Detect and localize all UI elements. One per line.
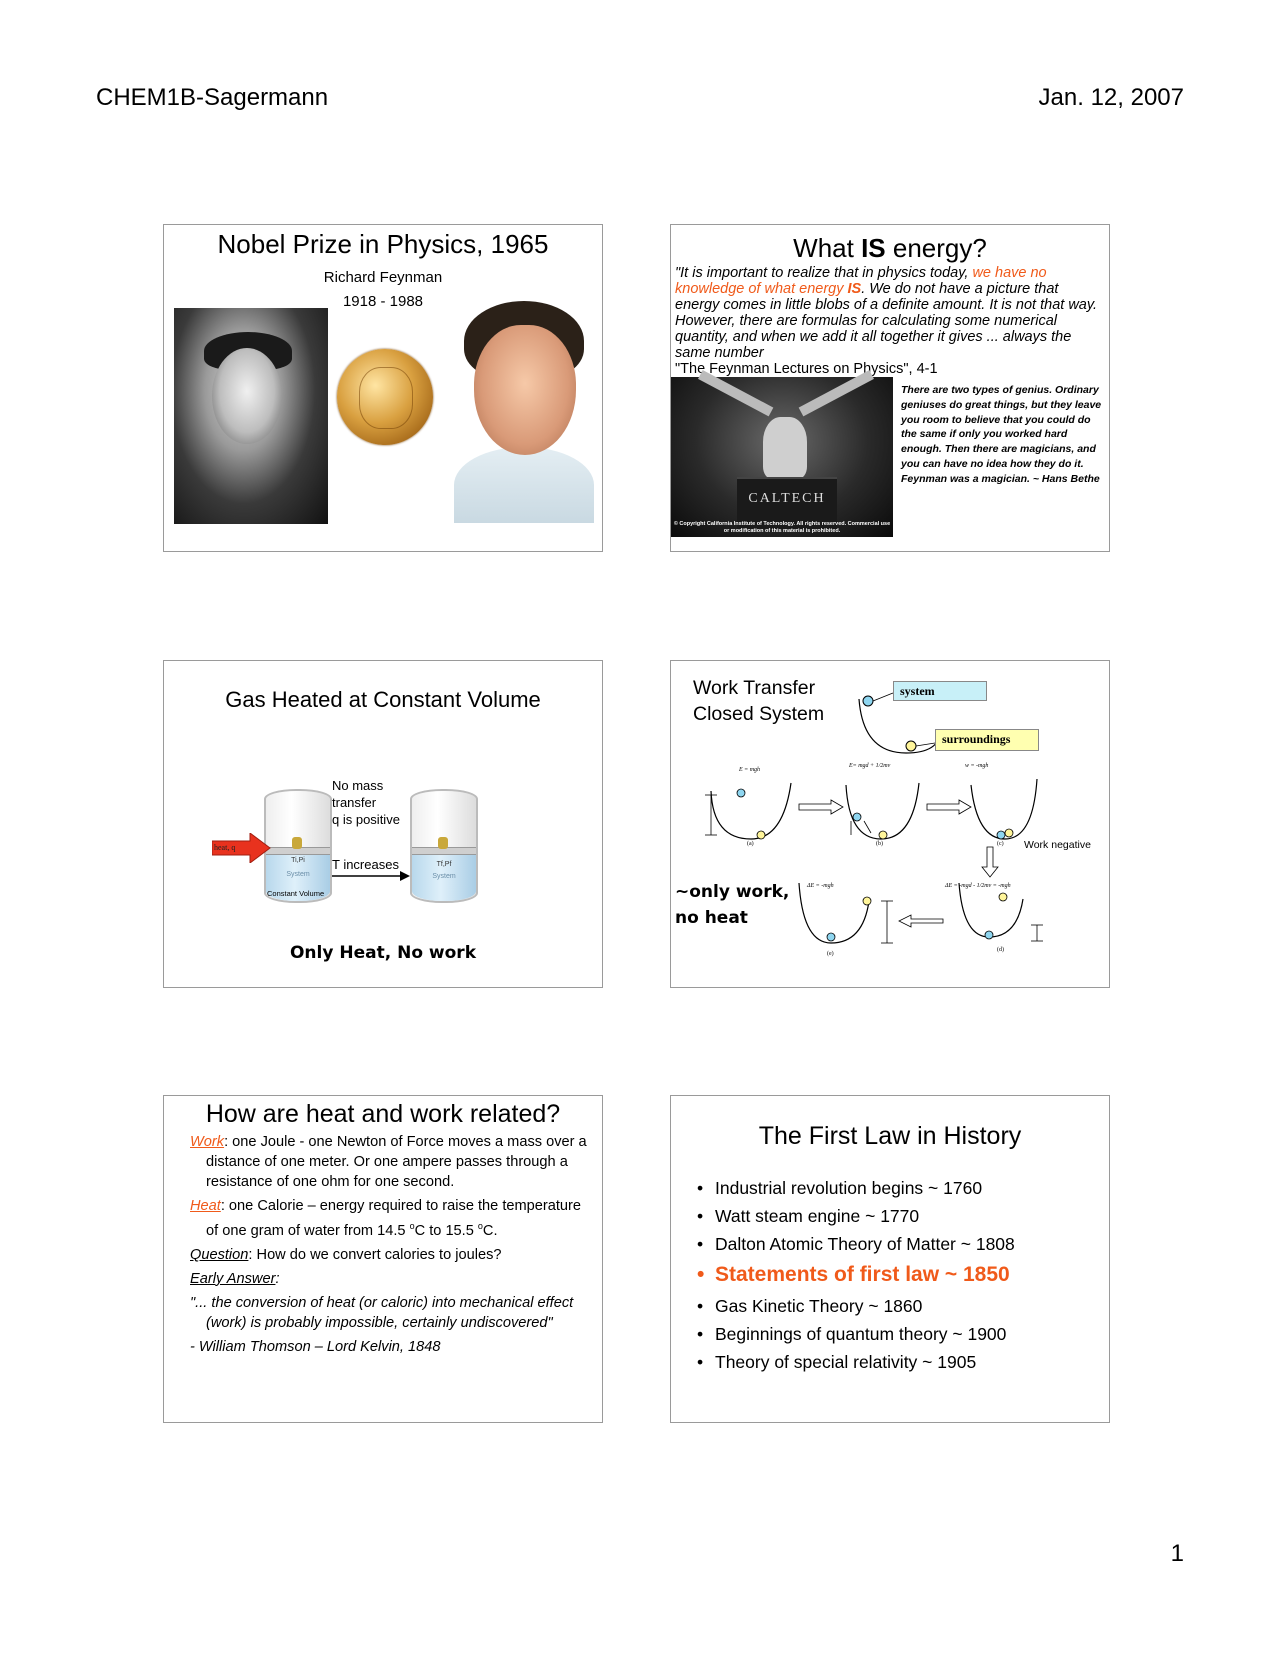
quote-highlight: we have no knowledge of what energy [675,265,1047,297]
panel-label-c: (c) [997,841,1004,847]
caption-line-1: ~only work, [675,882,790,902]
podium-label: CALTECH [748,491,826,506]
question-term: Question [190,1246,249,1263]
equation-d: ΔE = -mgd - 1/2mv = -mgh [945,883,1011,889]
title-line-1: Work Transfer [693,677,816,699]
panel-label-b: (b) [876,841,883,847]
slide-caption [675,879,789,931]
heat-q-label: heat, q [214,843,236,852]
slide-what-is-energy [670,224,1110,552]
list-item: • Theory of special relativity ~ 1905 [697,1348,1097,1376]
nobel-medal-image [337,349,433,445]
heat-text-a: : one Calorie – energy required to raise the temperature of one gram of water from 14.5 [206,1198,582,1239]
heat-definition [190,1196,594,1241]
course-header: CHEM1B-Sagermann [96,84,329,111]
quote-start: "It is important to realize that in physics today, [675,265,973,281]
slide-work-transfer [670,660,1110,988]
slide-gas-heated [163,660,603,988]
caption-line-2: no heat [675,908,748,928]
feynman-bw-photo [174,308,328,524]
note-q-positive: q is positive [332,812,400,827]
process-notes [332,777,422,828]
question-text: : How do we convert calories to joules? [248,1246,502,1263]
work-negative-label: Work negative [1024,839,1091,851]
list-item-highlighted: • Statements of first law ~ 1850 [697,1258,1097,1292]
slide-caption: Only Heat, No work [289,943,476,963]
equation-e: ΔE = -mgh [807,883,834,889]
note-no-mass-transfer: No mass transfer [332,778,384,810]
initial-cylinder [264,789,332,903]
list-item: • Industrial revolution begins ~ 1760 [697,1174,1097,1202]
kelvin-attribution: - William Thomson – Lord Kelvin, 1848 [190,1338,441,1355]
heat-text-b: C to 15.5 [414,1222,478,1239]
quote-citation: "The Feynman Lectures on Physics", 4-1 [675,361,938,377]
kelvin-quote: "... the conversion of heat (or caloric) into mechanical effect (work) is probably impossible, certainly undiscovered" [190,1294,574,1331]
photo-copyright: © Copyright California Institute of Technology. All rights reserved. Commercial use or modification of this material is prohibited. [673,521,891,534]
history-list [697,1174,1097,1376]
final-state-label: Tf,Pf [436,861,452,868]
title-emphasis: IS [861,233,886,263]
slide-heat-work-related [163,1095,603,1423]
feynman-color-portrait [446,297,598,523]
bethe-quote: There are two types of genius. Ordinary geniuses do great things, but they leave you room to believe that you could do the same if only you worked hard enough. Then there are magicians, and you can have no idea how they do it. Feynman was a magician. ~ Hans Bethe [901,384,1102,485]
list-item: • Beginnings of quantum theory ~ 1900 [697,1320,1097,1348]
title-pre: What [793,233,862,263]
system-label: System [286,871,310,878]
degree-sup-2: o [477,1221,483,1231]
page-number: 1 [1170,1540,1184,1567]
equation-c: w = -mgh [965,763,989,769]
work-text: : one Joule - one Newton of Force moves a mass over a distance of one meter. Or one ampere passes through a resistance of one ohm for one second. [206,1134,587,1190]
slide-title: The First Law in History [758,1122,1022,1150]
list-item: • Gas Kinetic Theory ~ 1860 [697,1292,1097,1320]
panel-label-a: (a) [747,841,754,847]
title-line-2: Closed System [693,703,825,725]
slide-title [671,233,1109,264]
panel-label-e: (e) [827,951,834,957]
heat-text-c: C. [482,1222,498,1239]
quote-highlight-bold: IS [847,281,862,297]
quote-rest: . We do not have a picture that energy comes in little blobs of a definite amount. It is not that way. However, there are formulas for calculating some numerical quantity, and when we add it all together it gives ... always the same number [675,281,1098,361]
list-item: • Watt steam engine ~ 1770 [697,1202,1097,1230]
slide-body [190,1132,594,1361]
initial-state-label: Ti,Pi [291,857,305,864]
early-answer-colon: : [275,1270,280,1287]
date-header: Jan. 12, 2007 [1038,84,1184,111]
title-post: energy? [885,233,987,263]
system-label: System [432,873,456,880]
list-item: • Dalton Atomic Theory of Matter ~ 1808 [697,1230,1097,1258]
slide-first-law-history [670,1095,1110,1423]
degree-sup-1: o [409,1221,415,1231]
slide-title: How are heat and work related? [205,1100,561,1128]
equation-b: E= mgd + 1/2mv [849,763,891,769]
equation-a: E = mgh [739,767,761,773]
work-transfer-diagram [671,661,1110,988]
constant-volume-label: Constant Volume [267,889,325,898]
slide-title: Nobel Prize in Physics, 1965 [217,229,549,259]
slide-nobel-prize [163,224,603,552]
work-term: Work [190,1134,225,1150]
work-definition [190,1132,594,1192]
slide-title: Gas Heated at Constant Volume [225,687,541,712]
question-line [190,1245,594,1265]
system-tag: system [893,681,987,701]
feynman-name: Richard Feynman [323,269,443,286]
panel-label-d: (d) [997,947,1004,953]
heat-term: Heat [190,1198,221,1214]
early-answer-term: Early Answer [190,1270,276,1287]
early-answer-line [190,1269,594,1289]
surroundings-tag: surroundings [935,729,1039,751]
feynman-quote [675,265,1105,377]
feynman-caltech-photo [671,377,893,537]
t-increases-label: T increases [332,857,399,872]
feynman-years: 1918 - 1988 [342,293,424,310]
